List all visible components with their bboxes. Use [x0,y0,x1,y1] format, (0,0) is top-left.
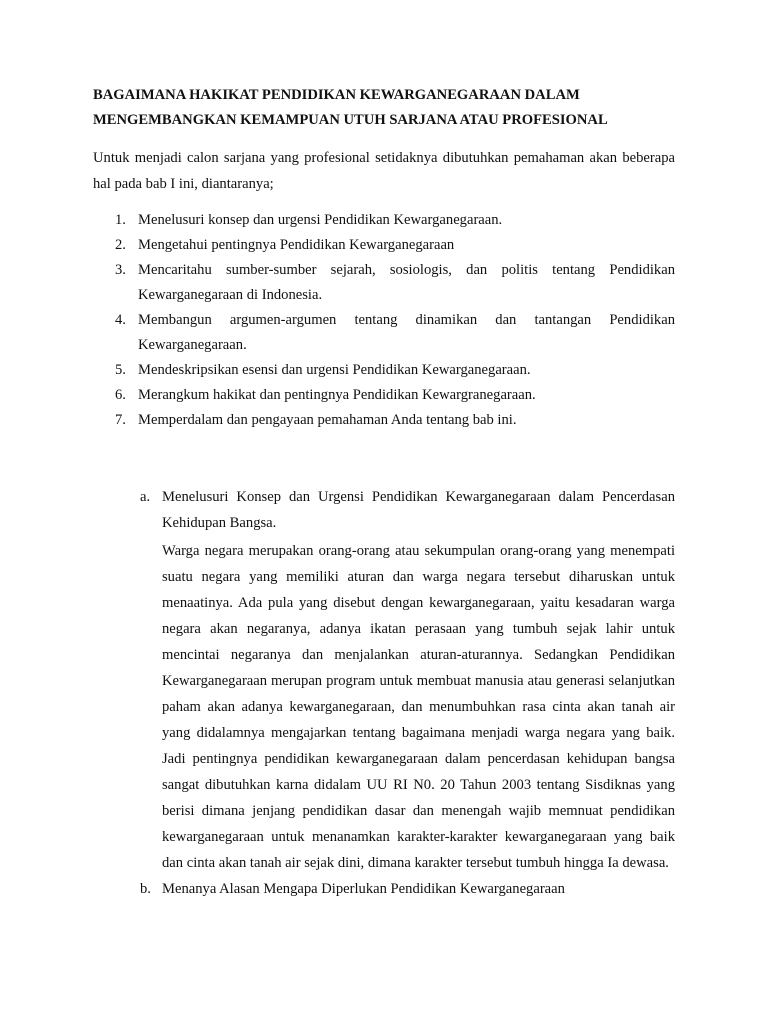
list-item [93,308,675,358]
list-item-text: Menelusuri konsep dan urgensi Pendidikan Kewarganegaraan. [138,212,503,228]
list-item [93,233,675,258]
section-a-heading: Menelusuri Konsep dan Urgensi Pendidikan Kewarganegaraan dalam Pencerdasan Kehidupan Bangsa. [162,489,675,531]
list-item [93,208,675,233]
list-item [93,358,675,383]
title-line-2: MENGEMBANGKAN KEMAMPUAN UTUH SARJANA ATAU PROFESIONAL [93,112,608,128]
section-letter: b. [140,881,151,897]
objectives-list [93,208,675,433]
section-letter: a. [140,489,151,505]
list-number: 5. [115,362,126,378]
list-item-text: Membangun argumen-argumen tentang dinamikan dan tantangan Pendidikan Kewarganegaraan. [138,312,675,353]
list-item-text: Mencaritahu sumber-sumber sejarah, sosiologis, dan politis tentang Pendidikan Kewarganegaraan di Indonesia. [138,262,675,303]
list-number: 2. [115,237,126,253]
list-item-text: Merangkum hakikat dan pentingnya Pendidikan Kewargranegaraan. [138,387,536,403]
section-list [137,484,675,902]
section-a [137,484,675,876]
list-item [93,408,675,433]
list-number: 1. [115,212,126,228]
section-b [137,876,675,902]
list-number: 3. [115,262,126,278]
list-item-text: Memperdalam dan pengayaan pemahaman Anda tentang bab ini. [138,412,517,428]
document-title [93,83,693,133]
section-b-heading: Menanya Alasan Mengapa Diperlukan Pendidikan Kewarganegaraan [162,881,565,897]
section-a-body: Warga negara merupakan orang-orang atau sekumpulan orang-orang yang menempati suatu negara yang memiliki aturan dan warga negara tersebut diharuskan untuk menaatinya. Ada pula yang disebut dengan kewarganegaraan, yaitu kesadaran warga negara akan negaranya, adanya ikatan perasaan yang tumbuh sejak lahir untuk mencintai negaranya dan menjalankan aturan-aturannya. Sedangkan Pendidikan Kewarganegaraan merupan program untuk membuat manusia atau generasi selanjutkan paham akan adanya kewarganegaraan, dan menumbuhkan rasa cinta akan tanah air yang didalamnya mengajarkan tentang bagaimana menjadi warga negara yang baik. Jadi pentingnya pendidikan kewarganegaraan dalam pencerdasan kehidupan bangsa sangat dibutuhkan karna didalam UU RI N0. 20 Tahun 2003 tentang Sisdiknas yang berisi dimana jenjang pendidikan dasar dan menengah wajib memnuat pendidikan kewarganegaraan untuk menanamkan karakter-karakter kewarganegaraan yang baik dan cinta akan tanah air sejak dini, dimana karakter tersebut tumbuh hingga Ia dewasa. [162,543,675,871]
title-line-1: BAGAIMANA HAKIKAT PENDIDIKAN KEWARGANEGARAAN DALAM [93,87,580,103]
list-number: 7. [115,412,126,428]
list-number: 6. [115,387,126,403]
list-item [93,258,675,308]
intro-paragraph: Untuk menjadi calon sarjana yang profesional setidaknya dibutuhkan pemahaman akan beberapa hal pada bab I ini, diantaranya; [93,150,675,192]
list-item-text: Mengetahui pentingnya Pendidikan Kewarganegaraan [138,237,455,253]
list-item [93,383,675,408]
list-number: 4. [115,312,126,328]
list-item-text: Mendeskripsikan esensi dan urgensi Pendidikan Kewarganegaraan. [138,362,531,378]
